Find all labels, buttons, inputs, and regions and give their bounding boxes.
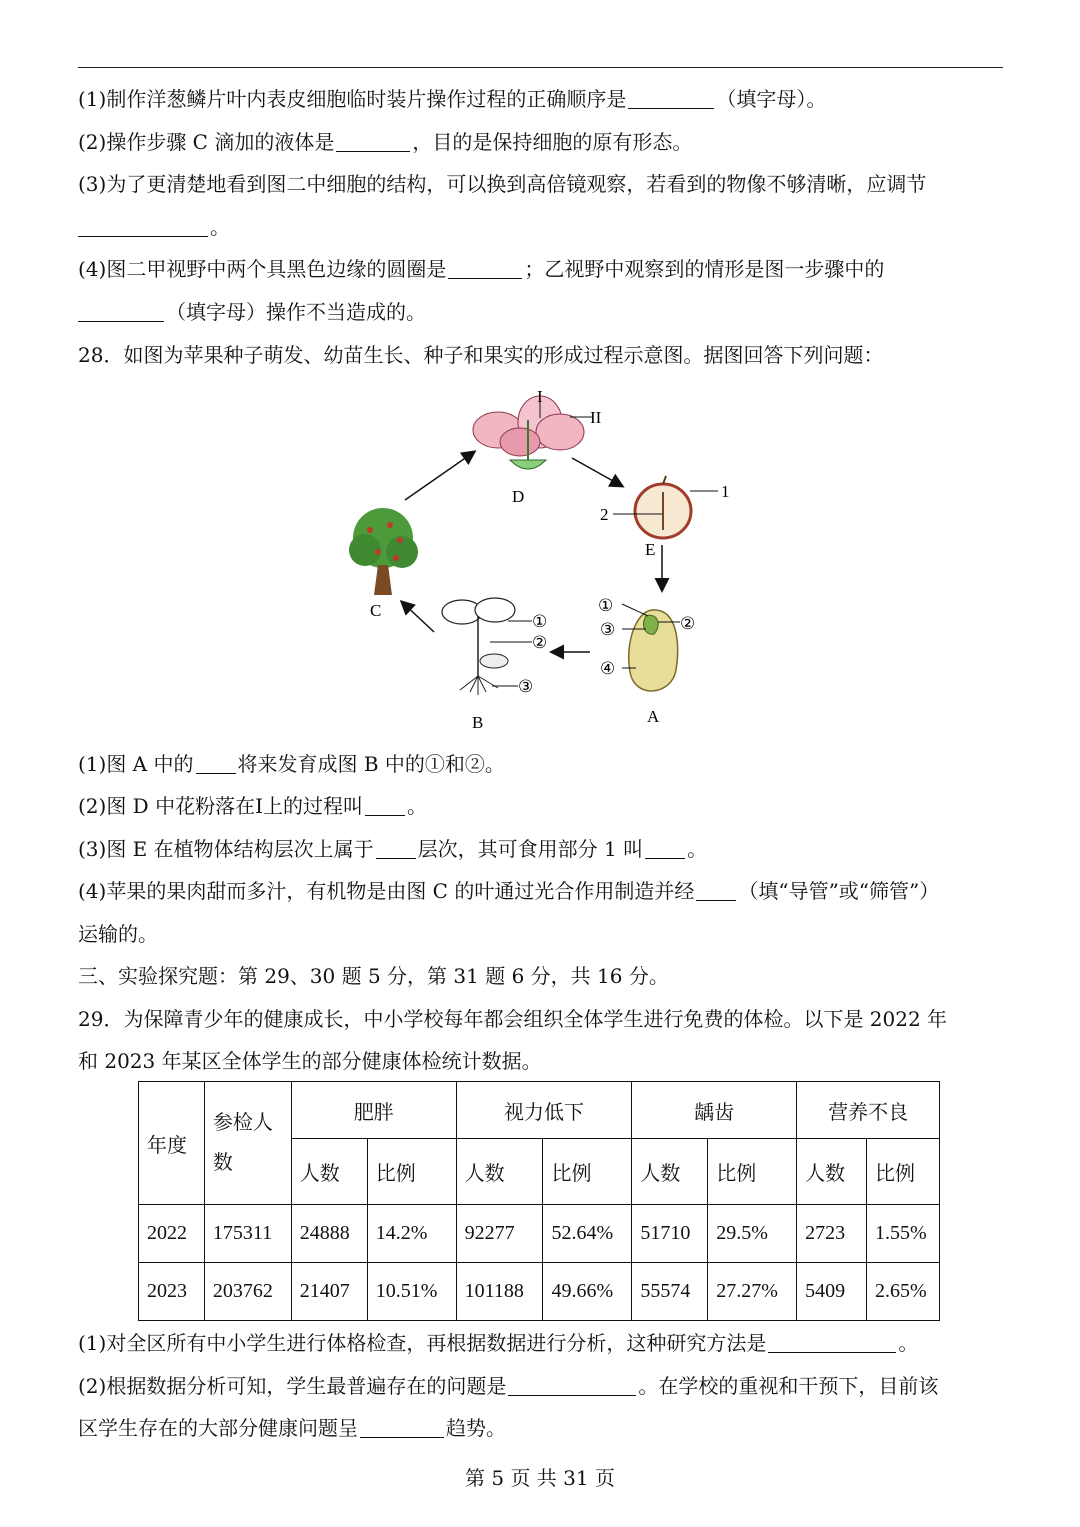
header-year: 年度 — [139, 1082, 205, 1205]
q29-part-2-cont: 区学生存在的大部分健康问题呈 趋势。 — [78, 1416, 506, 1440]
answer-blank[interactable] — [196, 753, 236, 774]
label-circled-2: ② — [532, 633, 548, 653]
answer-blank[interactable] — [376, 838, 416, 859]
table-cell: 1.55% — [867, 1205, 940, 1263]
answer-blank[interactable] — [768, 1332, 896, 1353]
table-cell: 92277 — [456, 1205, 543, 1263]
header-group-obesity: 肥胖 — [291, 1082, 456, 1139]
health-stats-table — [138, 1081, 940, 1321]
label-2: 2 — [600, 505, 609, 524]
pointer-line — [622, 604, 648, 616]
table-cell: 2723 — [797, 1205, 867, 1263]
arrow-tree-to-flower — [405, 452, 474, 500]
apple-cross-section — [635, 476, 691, 538]
label-C: C — [370, 601, 382, 620]
arrow-flower-to-apple — [572, 458, 622, 486]
subheader-ratio: 比例 — [543, 1139, 632, 1205]
subheader-people: 人数 — [291, 1139, 367, 1205]
answer-blank[interactable] — [448, 258, 522, 279]
answer-blank[interactable] — [645, 838, 685, 859]
q29-part-1: (1)对全区所有中小学生进行体格检查，再根据数据进行分析，这种研究方法是 。 — [78, 1331, 919, 1355]
table-cell: 175311 — [204, 1205, 291, 1263]
seedling-illustration — [442, 598, 515, 695]
answer-blank[interactable] — [336, 131, 410, 152]
table-cell: 2.65% — [867, 1263, 940, 1321]
flower-illustration — [473, 396, 584, 469]
page-footer: 第 5 页 共 31 页 — [465, 1466, 615, 1490]
section-3-heading: 三、实验探究题：第 29、30 题 5 分，第 31 题 6 分，共 16 分。 — [78, 964, 669, 988]
subheader-ratio: 比例 — [708, 1139, 797, 1205]
answer-blank[interactable] — [365, 795, 405, 816]
q27-part-4-cont: （填字母）操作不当造成的。 — [78, 298, 426, 326]
q29-part-2: (2)根据数据分析可知，学生最普遍存在的问题是 。在学校的重视和干预下，目前该 — [78, 1374, 939, 1398]
q27-part-4: (4)图二甲视野中两个具黑色边缘的圆圈是 ；乙视野中观察到的情形是图一步骤中的 — [78, 257, 885, 281]
header-group-malnutrition: 营养不良 — [797, 1082, 940, 1139]
arrow-seedling-to-tree — [402, 602, 434, 632]
answer-blank[interactable] — [360, 1417, 444, 1438]
label-circled-3: ③ — [600, 620, 616, 640]
q28-part-4: (4)苹果的果肉甜而多汁，有机物是由图 C 的叶通过光合作用制造并经 （填“导管”或“筛管”） — [78, 879, 940, 903]
table-cell: 10.51% — [367, 1263, 456, 1321]
subheader-people: 人数 — [632, 1139, 708, 1205]
table-cell: 24888 — [291, 1205, 367, 1263]
q27-part-3-cont: 。 — [78, 213, 230, 241]
answer-blank[interactable] — [696, 880, 736, 901]
table-cell: 2023 — [139, 1263, 205, 1321]
label-E: E — [645, 540, 656, 559]
table-cell: 55574 — [632, 1263, 708, 1321]
q29-stem: 29．为保障青少年的健康成长，中小学校每年都会组织全体学生进行免费的体检。以下是 2022 年 — [78, 1007, 948, 1031]
q27-part-2: (2)操作步骤 C 滴加的液体是 ，目的是保持细胞的原有形态。 — [78, 130, 693, 154]
label-circled-3: ③ — [518, 677, 534, 697]
table-cell: 101188 — [456, 1263, 543, 1321]
answer-blank[interactable] — [628, 88, 714, 109]
subheader-people: 人数 — [797, 1139, 867, 1205]
apple-tree-illustration — [349, 508, 418, 595]
subheader-ratio: 比例 — [367, 1139, 456, 1205]
table-cell: 2022 — [139, 1205, 205, 1263]
header-rule — [78, 67, 1003, 68]
table-cell: 14.2% — [367, 1205, 456, 1263]
answer-blank[interactable] — [78, 301, 164, 322]
q28-part-3: (3)图 E 在植物体结构层次上属于 层次，其可食用部分 1 叫 。 — [78, 837, 708, 861]
table-cell: 203762 — [204, 1263, 291, 1321]
label-1: 1 — [721, 482, 730, 501]
table-row — [139, 1205, 940, 1263]
apple-lifecycle-figure — [340, 380, 740, 730]
q28-part-2: (2)图 D 中花粉落在I上的过程叫 。 — [78, 794, 427, 818]
label-A: A — [647, 707, 660, 726]
header-group-caries: 龋齿 — [632, 1082, 797, 1139]
label-circled-1: ① — [532, 612, 548, 632]
table-cell: 29.5% — [708, 1205, 797, 1263]
table-header-row — [139, 1082, 940, 1139]
label-I: I — [537, 387, 543, 406]
table-cell: 5409 — [797, 1263, 867, 1321]
q27-part-1: (1)制作洋葱鳞片叶内表皮细胞临时装片操作过程的正确顺序是 （填字母）。 — [78, 87, 827, 111]
table-row — [139, 1263, 940, 1321]
header-group-vision: 视力低下 — [456, 1082, 632, 1139]
table-cell: 49.66% — [543, 1263, 632, 1321]
table-cell: 52.64% — [543, 1205, 632, 1263]
label-circled-2: ② — [680, 614, 696, 634]
q27-part-3: (3)为了更清楚地看到图二中细胞的结构，可以换到高倍镜观察，若看到的物像不够清晰，应调节 — [78, 172, 927, 196]
table-cell: 51710 — [632, 1205, 708, 1263]
header-count: 参检人 数 — [204, 1082, 291, 1205]
q28-stem: 28．如图为苹果种子萌发、幼苗生长、种子和果实的形成过程示意图。据图回答下列问题： — [78, 343, 884, 367]
subheader-people: 人数 — [456, 1139, 543, 1205]
label-circled-4: ④ — [600, 659, 616, 679]
q28-part-4-cont: 运输的。 — [78, 922, 158, 946]
table-cell: 27.27% — [708, 1263, 797, 1321]
answer-blank[interactable] — [78, 216, 208, 237]
label-D: D — [512, 487, 525, 506]
table-cell: 21407 — [291, 1263, 367, 1321]
q29-stem-cont: 和 2023 年某区全体学生的部分健康体检统计数据。 — [78, 1049, 542, 1073]
subheader-ratio: 比例 — [867, 1139, 940, 1205]
label-II: II — [590, 408, 602, 427]
label-circled-1: ① — [598, 596, 614, 616]
q28-part-1: (1)图 A 中的 将来发育成图 B 中的①和②。 — [78, 752, 505, 776]
answer-blank[interactable] — [508, 1375, 636, 1396]
label-B: B — [472, 713, 484, 730]
